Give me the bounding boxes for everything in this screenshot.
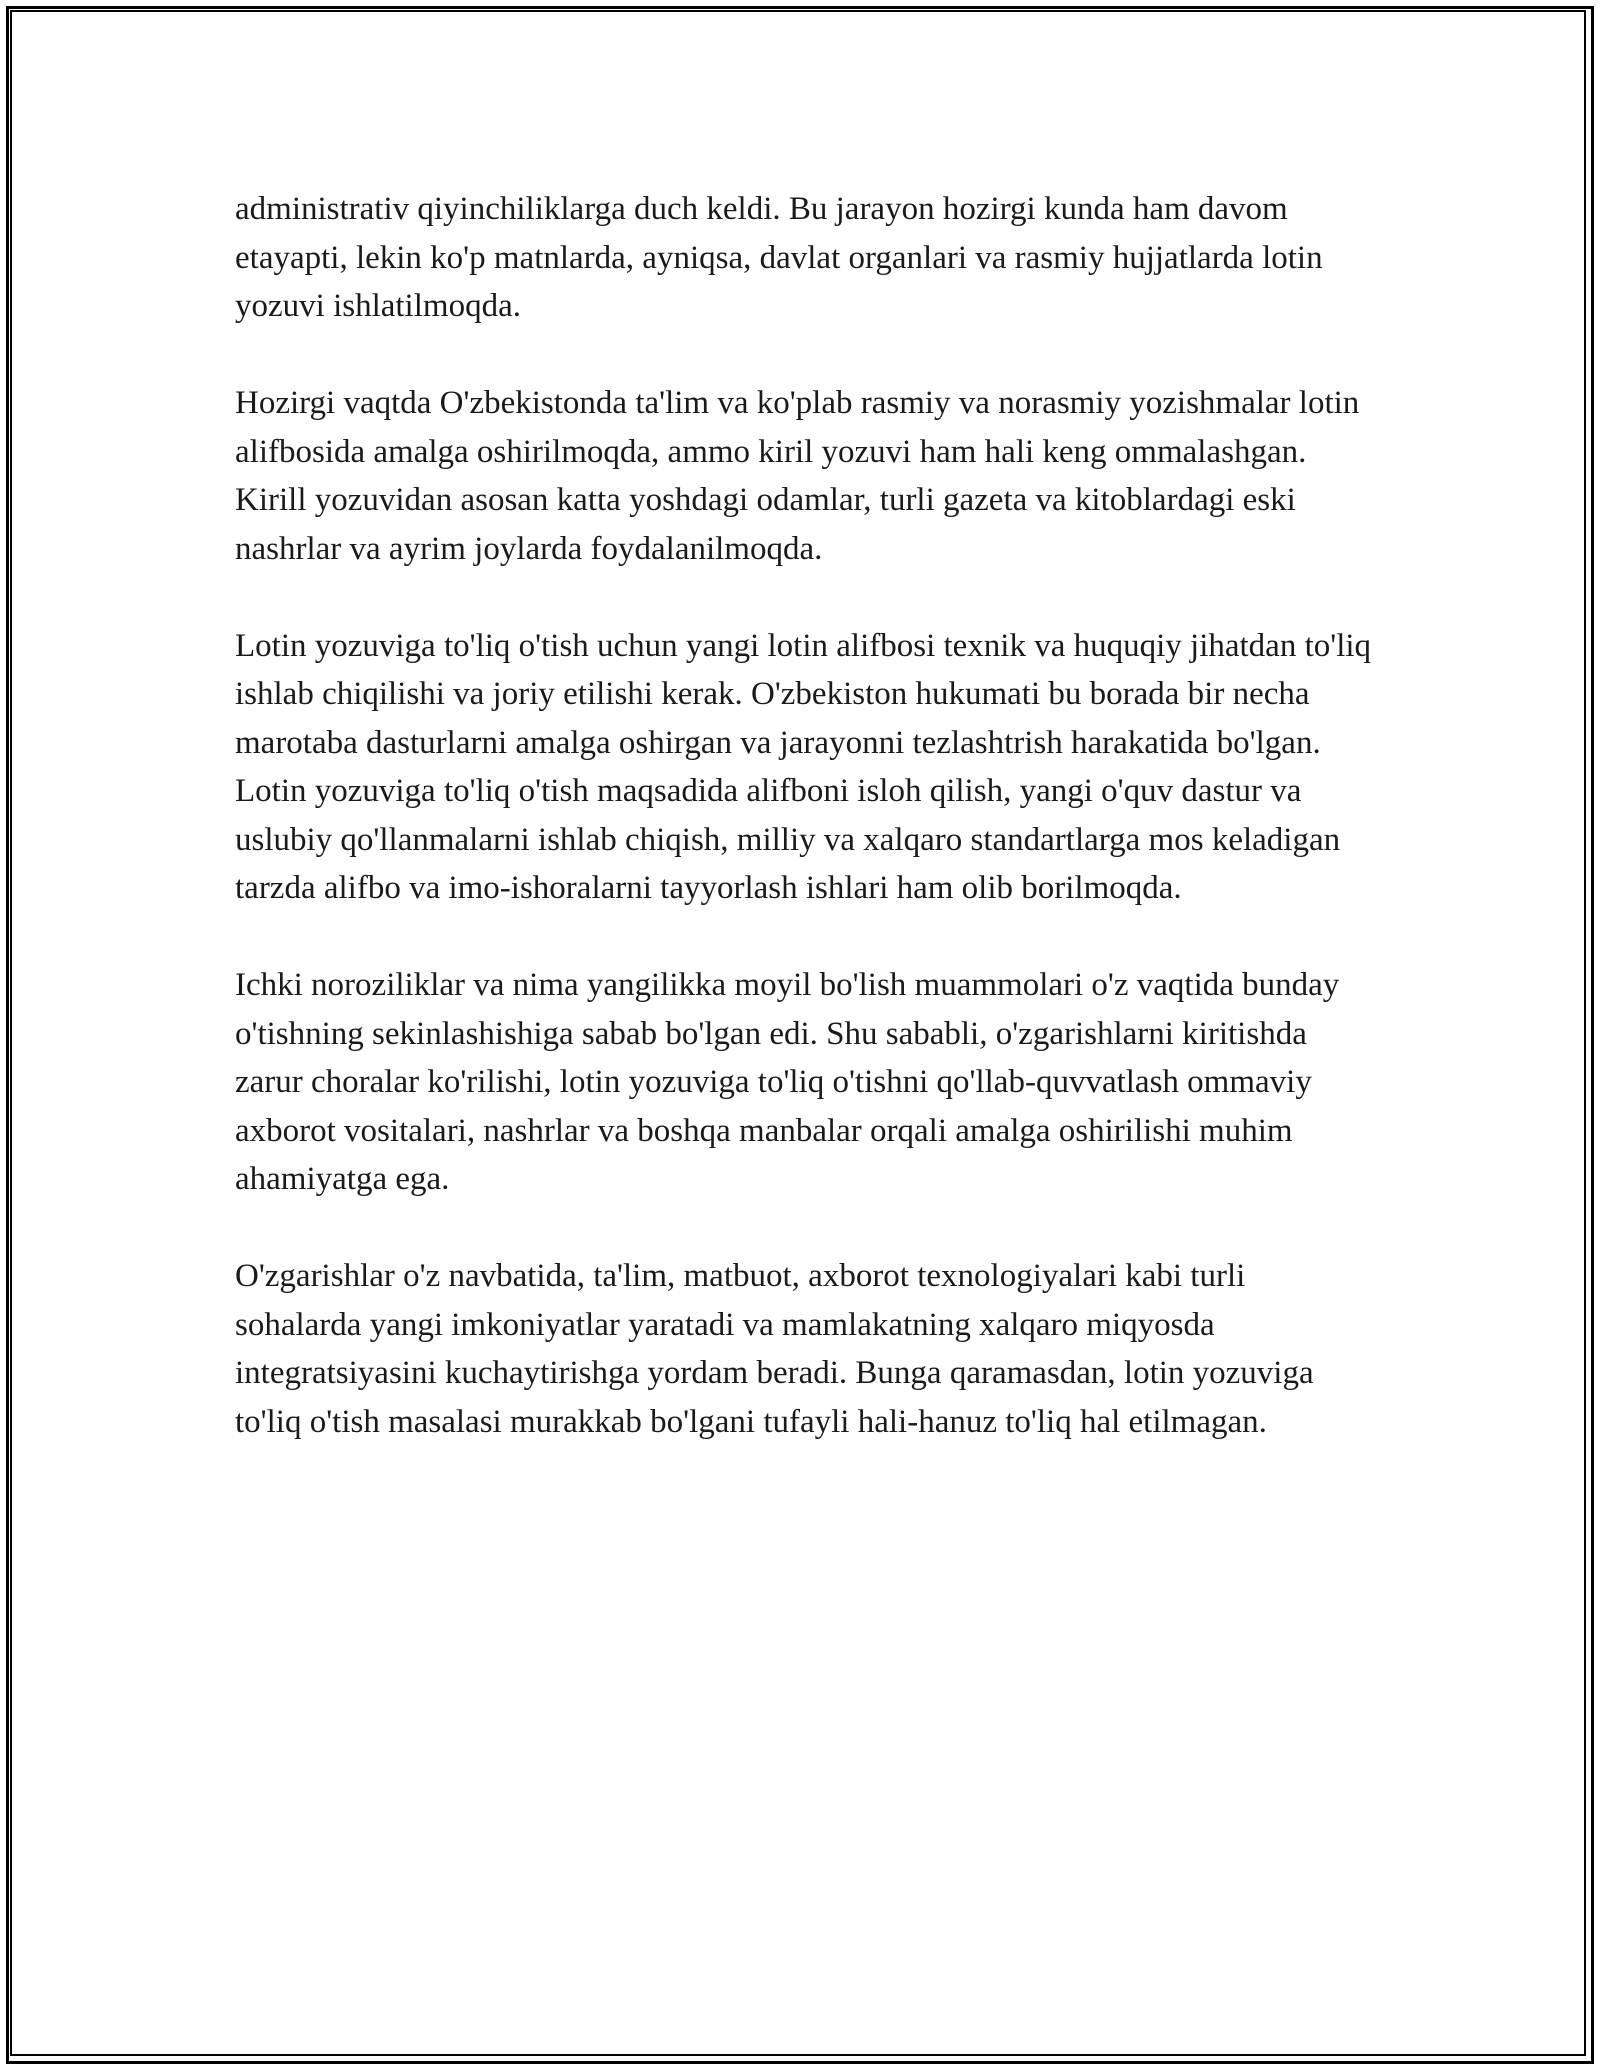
paragraph-4: Ichki noroziliklar va nima yangilikka moyil bo'lish muammolari o'z vaqtida bunday o'tishning sekinlashishiga sabab bo'lgan edi. Shu sababli, o'zgarishlarni kiritishda zarur choralar ko'rilishi, lotin yozuviga to'liq o'tishni qo'llab-quvvatlash ommaviy axborot vositalari, nashrlar va boshqa manbalar orqali amalga oshirilishi muhim ahamiyatga ega. [235,967,1340,1197]
paragraph-3: Lotin yozuviga to'liq o'tish uchun yangi lotin alifbosi texnik va huquqiy jihatdan to'liq ishlab chiqilishi va joriy etilishi kerak. O'zbekiston hukumati bu borada bir necha marotaba dasturlarni amalga oshirgan va jarayonni tezlashtrish harakatida bo'lgan. Lotin yozuviga to'liq o'tish maqsadida alifboni isloh qilish, yangi o'quv dastur va uslubiy qo'llanmalarni ishlab chiqish, milliy va xalqaro standartlarga mos keladigan tarzda alifbo va imo-ishoralarni tayyorlash ishlari ham olib borilmoqda. [235,627,1372,906]
paragraph-2: Hozirgi vaqtda O'zbekistonda ta'lim va ko'plab rasmiy va norasmiy yozishmalar lotin alifbosida amalga oshirilmoqda, ammo kiril yozuvi ham hali keng ommalashgan. Kirill yozuvidan asosan katta yoshdagi odamlar, turli gazeta va kitoblardagi eski nashrlar va ayrim joylarda foydalanilmoqda. [235,385,1360,567]
document-body [235,185,1375,1495]
paragraph-5: O'zgarishlar o'z navbatida, ta'lim, matbuot, axborot texnologiyalari kabi turli sohalarda yangi imkoniyatlar yaratadi va mamlakatning xalqaro miqyosda integratsiyasini kuchaytirishga yordam beradi. Bunga qaramasdan, lotin yozuviga to'liq o'tish masalasi murakkab bo'lgani tufayli hali-hanuz to'liq hal etilmagan. [235,1258,1314,1440]
paragraph-1: administrativ qiyinchiliklarga duch keldi. Bu jarayon hozirgi kunda ham davom etayapti, lekin ko'p matnlarda, ayniqsa, davlat organlari va rasmiy hujjatlarda lotin yozuvi ishlatilmoqda. [235,191,1323,324]
